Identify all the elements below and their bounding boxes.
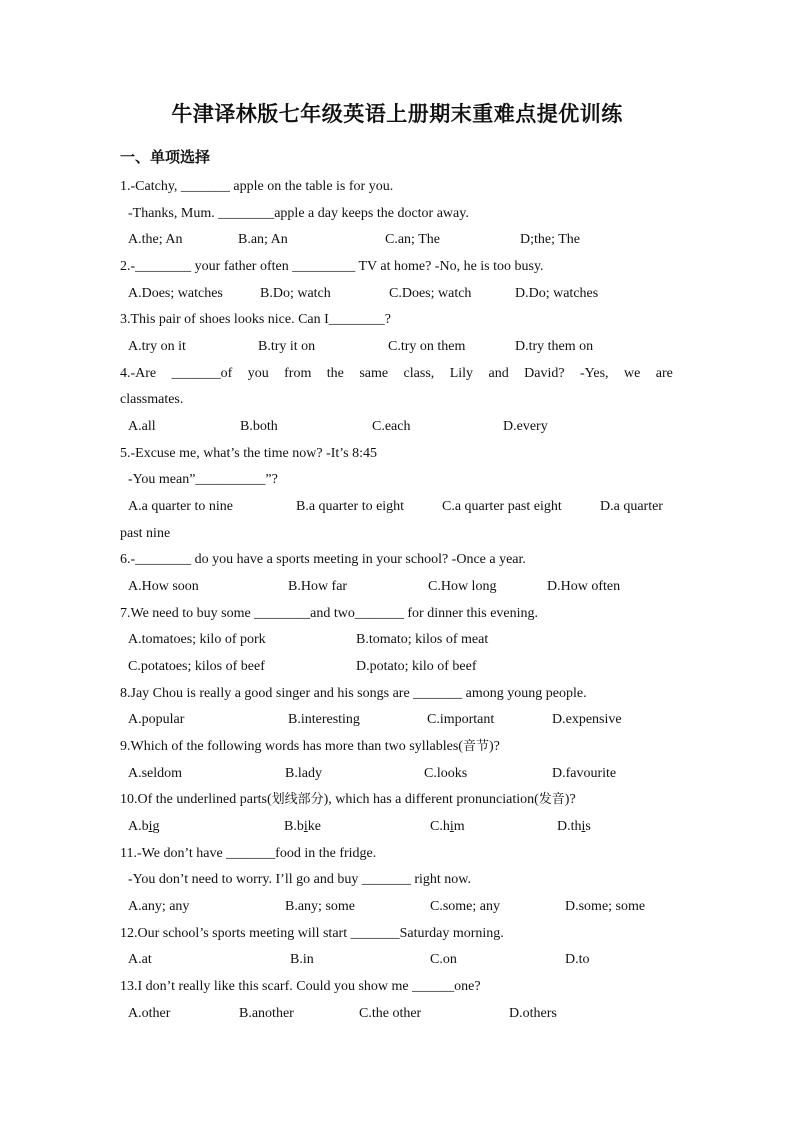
option-text: C.h: [430, 819, 450, 834]
question-4-word: are: [655, 366, 673, 381]
question-2-option-b: B.Do; watch: [260, 286, 331, 301]
question-8-option-b: B.interesting: [288, 712, 360, 727]
question-13-stem: 13.I don’t really like this scarf. Could you show me ______one?: [120, 979, 481, 994]
question-10-stem-end: )?: [564, 792, 576, 807]
question-2-option-c: C.Does; watch: [389, 286, 472, 301]
question-8-option-c: C.important: [427, 712, 495, 727]
question-9-option-a: A.seldom: [128, 766, 183, 781]
question-4-option-b: B.both: [240, 419, 278, 434]
question-13-option-d: D.others: [509, 1006, 557, 1021]
question-4-word: David?: [524, 366, 565, 381]
question-4-word: -Yes,: [580, 366, 609, 381]
question-4-word: _______of: [171, 366, 233, 381]
question-11-stem: 11.-We don’t have _______food in the fridge.: [120, 846, 377, 861]
option-text: m: [453, 819, 465, 834]
question-8-stem: 8.Jay Chou is really a good singer and his songs are _______ among young people.: [120, 686, 587, 701]
question-5-option-c: C.a quarter past eight: [442, 499, 562, 514]
question-13-option-b: B.another: [239, 1006, 294, 1021]
question-8-option-a: A.popular: [128, 712, 185, 727]
question-7-stem: 7.We need to buy some ________and two_______ for dinner this evening.: [120, 606, 539, 621]
question-12-option-d: D.to: [565, 952, 590, 967]
question-10-stem-middle: ), which has a different pronunciation(: [323, 792, 539, 807]
question-10-option-d: [557, 818, 591, 836]
option-text: D.th: [557, 819, 582, 834]
question-4-option-a: A.all: [128, 419, 156, 434]
question-10-option-a: [128, 818, 160, 836]
question-12-option-b: B.in: [290, 952, 314, 967]
question-12-option-c: C.on: [430, 952, 457, 967]
question-5-option-a: A.a quarter to nine: [128, 499, 233, 514]
question-5-option-d-continued: past nine: [120, 526, 171, 541]
question-4-word: Lily: [449, 366, 474, 381]
question-6-option-d: D.How often: [547, 579, 621, 594]
question-4-option-c: C.each: [372, 419, 411, 434]
underlined-letter: i: [581, 819, 586, 834]
option-text: B.b: [284, 819, 304, 834]
question-8-option-d: D.expensive: [552, 712, 622, 727]
question-9-stem: [120, 738, 500, 756]
question-7-option-c: C.potatoes; kilos of beef: [128, 659, 265, 674]
question-7-option-b: B.tomato; kilos of meat: [356, 632, 489, 647]
question-4-word: class,: [403, 366, 435, 381]
question-5-option-d: D.a quarter: [600, 499, 663, 514]
underlined-letter: i: [303, 819, 308, 834]
question-6-option-a: A.How soon: [128, 579, 199, 594]
question-5-line2: -You mean”__________”?: [128, 472, 278, 487]
option-text: A.b: [128, 819, 149, 834]
question-10-stem-chinese-2: 发音: [538, 792, 565, 807]
question-5-option-b: B.a quarter to eight: [296, 499, 405, 514]
question-9-option-c: C.looks: [424, 766, 468, 781]
question-9-option-b: B.lady: [285, 766, 322, 781]
question-10-option-b: [284, 818, 321, 836]
question-2-option-a: A.Does; watches: [128, 286, 223, 301]
question-1-line2: -Thanks, Mum. ________apple a day keeps the doctor away.: [128, 206, 469, 221]
question-4-word: you: [247, 366, 269, 381]
question-11-option-d: D.some; some: [565, 899, 646, 914]
question-6-stem: 6.-________ do you have a sports meeting in your school? -Once a year.: [120, 552, 526, 567]
question-12-option-a: A.at: [128, 952, 152, 967]
option-text: ke: [307, 819, 321, 834]
question-10-stem-chinese-1: 划线部分: [271, 792, 324, 807]
question-10-option-c: [430, 818, 465, 836]
question-10-stem-text: 10.Of the underlined parts(: [120, 792, 272, 807]
question-11-option-c: C.some; any: [430, 899, 500, 914]
question-2-stem: 2.-________ your father often _________ TV at home? -No, he is too busy.: [120, 259, 544, 274]
question-7-option-a: A.tomatoes; kilo of pork: [128, 632, 266, 647]
question-3-option-a: A.try on it: [128, 339, 186, 354]
option-text: s: [585, 819, 591, 834]
question-12-stem: 12.Our school’s sports meeting will start _______Saturday morning.: [120, 926, 504, 941]
question-3-option-b: B.try it on: [258, 339, 316, 354]
question-4-word: from: [284, 366, 312, 381]
question-4-option-d: D.every: [503, 419, 548, 434]
question-4-stem-continued: classmates.: [120, 392, 184, 407]
question-4-word: same: [359, 366, 389, 381]
question-4-word: we: [624, 366, 641, 381]
underlined-letter: i: [449, 819, 454, 834]
question-6-option-b: B.How far: [288, 579, 348, 594]
question-1-option-a: A.the; An: [128, 232, 183, 247]
question-1-option-b: B.an; An: [238, 232, 288, 247]
underlined-letter: i: [148, 819, 153, 834]
question-1-stem: 1.-Catchy, _______ apple on the table is for you.: [120, 179, 394, 194]
question-3-option-c: C.try on them: [388, 339, 466, 354]
question-7-option-d: D.potato; kilo of beef: [356, 659, 477, 674]
question-9-stem-end: )?: [488, 739, 500, 754]
question-2-option-d: D.Do; watches: [515, 286, 599, 301]
question-6-option-c: C.How long: [428, 579, 497, 594]
question-13-option-a: A.other: [128, 1006, 171, 1021]
question-4-stem: [120, 365, 673, 383]
question-11-option-a: A.any; any: [128, 899, 190, 914]
question-3-option-d: D.try them on: [515, 339, 594, 354]
question-9-stem-text: 9.Which of the following words has more than two syllables(: [120, 739, 463, 754]
question-1-option-c: C.an; The: [385, 232, 440, 247]
question-9-stem-chinese: 音节: [462, 739, 489, 754]
question-9-option-d: D.favourite: [552, 766, 617, 781]
question-11-option-b: B.any; some: [285, 899, 355, 914]
option-text: g: [152, 819, 160, 834]
question-4-word: 4.-Are: [120, 366, 157, 381]
question-3-stem: 3.This pair of shoes looks nice. Can I________?: [120, 312, 392, 327]
question-4-word: and: [488, 366, 509, 381]
question-13-option-c: C.the other: [359, 1006, 422, 1021]
question-1-option-d: D;the; The: [520, 232, 581, 247]
page-title: 牛津译林版七年级英语上册期末重难点提优训练: [171, 102, 623, 126]
question-4-word: the: [326, 366, 344, 381]
section-heading: 一、单项选择: [120, 150, 211, 166]
question-5-stem: 5.-Excuse me, what’s the time now? -It’s 8:45: [120, 446, 377, 461]
question-10-stem: [120, 791, 576, 809]
question-11-line2: -You don’t need to worry. I’ll go and buy _______ right now.: [128, 872, 471, 887]
